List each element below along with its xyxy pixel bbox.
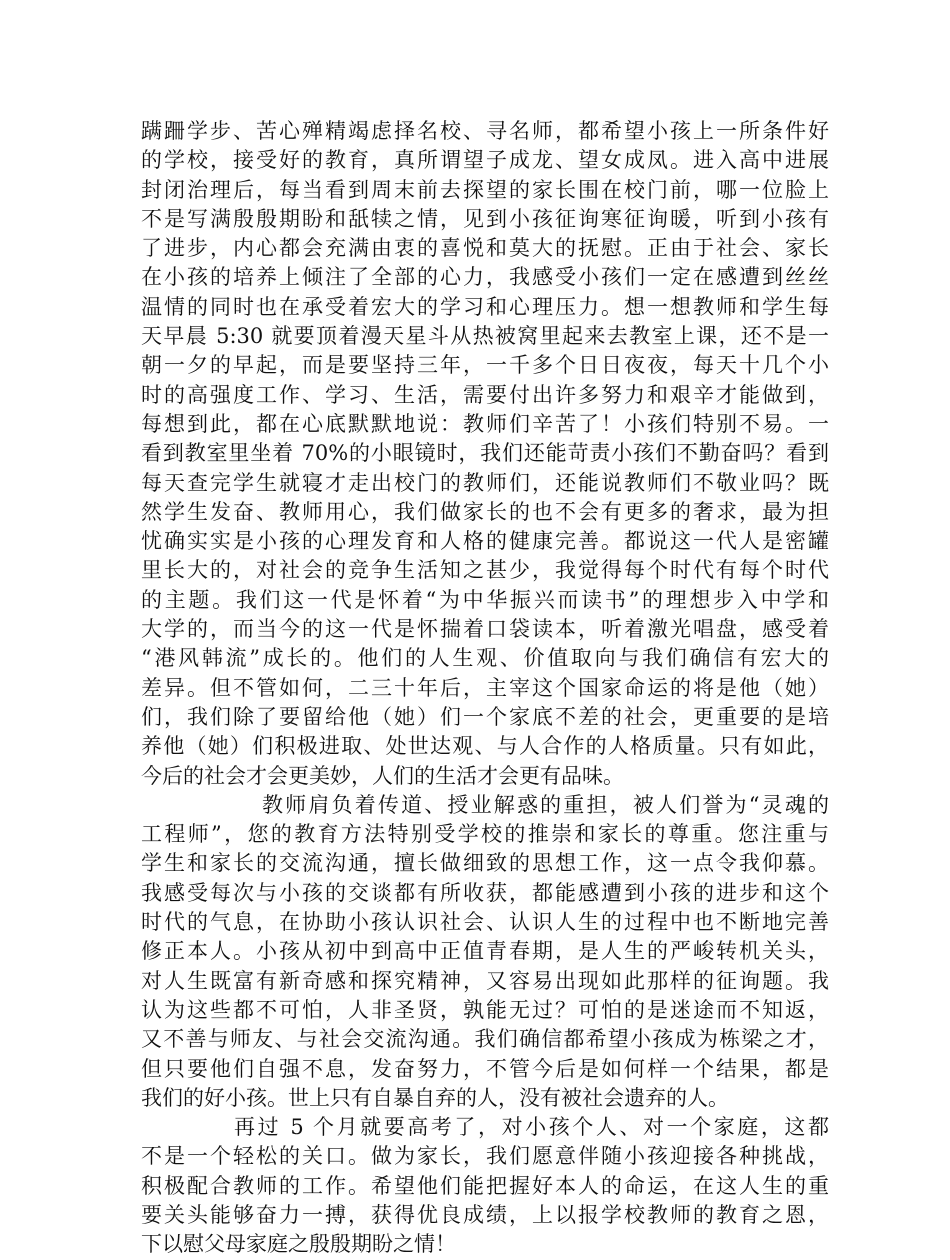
- text-line: 温情的同时也在承受着宏大的学习和心理压力。想一想教师和学生每: [141, 294, 829, 319]
- text-line: 们，我们除了要留给他（她）们一个家底不差的社会，更重要的是培: [141, 704, 829, 729]
- text-line: 朝一夕的早起，而是要坚持三年，一千多个日日夜夜，每天十几个小: [141, 353, 829, 378]
- text-line: 我们的好小孩。世上只有自暴自弃的人，没有被社会遗弃的人。: [141, 1085, 729, 1110]
- text-line: 不是一个轻松的关口。做为家长，我们愿意伴随小孩迎接各种挑战，: [141, 1144, 829, 1169]
- text-line: 时的高强度工作、学习、生活，需要付出许多努力和艰辛才能做到，: [141, 382, 829, 407]
- text-line: 蹒跚学步、苦心殚精竭虑择名校、寻名师，都希望小孩上一所条件好: [141, 119, 829, 143]
- text-line: 认为这些都不可怕，人非圣贤，孰能无过？可怕的是迷途而不知返，: [141, 997, 829, 1022]
- text-line: 每天查完学生就寝才走出校门的教师们，还能说教师们不敬业吗？既: [141, 470, 829, 495]
- text-line: 工程师”，您的教育方法特别受学校的推崇和家长的尊重。您注重与: [141, 822, 829, 847]
- text-line: 天早晨 5:30 就要顶着漫天星斗从热被窝里起来去教室上课，还不是一: [141, 324, 829, 349]
- text-line: “港风韩流”成长的。他们的人生观、价值取向与我们确信有宏大的: [141, 646, 829, 671]
- text-line: 养他（她）们积极进取、处世达观、与人合作的人格质量。只有如此，: [141, 734, 829, 759]
- text-line: 在小孩的培养上倾注了全部的心力，我感受小孩们一定在感遭到丝丝: [141, 265, 829, 290]
- document-body: [141, 117, 829, 1260]
- text-line: 的学校，接受好的教育，真所谓望子成龙、望女成凤。进入高中进展: [141, 148, 829, 173]
- text-line: 时代的气息，在协助小孩认识社会、认识人生的过程中也不断地完善: [141, 910, 829, 935]
- text-line: 再过 5 个月就要高考了，对小孩个人、对一个家庭，这都: [234, 1115, 829, 1140]
- text-line: 看到教室里坐着 70%的小眼镜时，我们还能苛责小孩们不勤奋吗？看到: [141, 441, 829, 466]
- text-line: 忧确实实是小孩的心理发育和人格的健康完善。都说这一代人是密罐: [141, 529, 829, 554]
- text-line: 差异。但不管如何，二三十年后，主宰这个国家命运的将是他（她）: [141, 675, 829, 700]
- text-line: 封闭治理后，每当看到周末前去探望的家长围在校门前，哪一位脸上: [141, 177, 829, 202]
- paragraph-1: [141, 117, 829, 791]
- paragraph-3: [141, 1113, 829, 1259]
- text-line: 不是写满殷殷期盼和舐犊之情，见到小孩征询寒征询暖，听到小孩有: [141, 206, 829, 231]
- text-line: 我感受每次与小孩的交谈都有所收获，都能感遭到小孩的进步和这个: [141, 880, 829, 905]
- text-line: 下以慰父母家庭之殷殷期盼之情！: [141, 1232, 456, 1257]
- text-line: 然学生发奋、教师用心，我们做家长的也不会有更多的奢求，最为担: [141, 499, 829, 524]
- text-line: 今后的社会才会更美妙，人们的生活才会更有品味。: [141, 763, 624, 788]
- text-line: 每想到此，都在心底默默地说：教师们辛苦了！小孩们特别不易。一: [141, 411, 829, 436]
- text-line: 的主题。我们这一代是怀着“为中华振兴而读书”的理想步入中学和: [141, 587, 829, 612]
- text-line: 教师肩负着传道、授业解惑的重担，被人们誉为“灵魂的: [262, 792, 829, 817]
- text-line: 又不善与师友、与社会交流沟通。我们确信都希望小孩成为栋梁之才，: [141, 1027, 829, 1052]
- text-line: 修正本人。小孩从初中到高中正值青春期，是人生的严峻转机关头，: [141, 939, 829, 964]
- text-line: 里长大的，对社会的竞争生活知之甚少，我觉得每个时代有每个时代: [141, 558, 829, 583]
- text-line: 要关头能够奋力一搏，获得优良成绩，上以报学校教师的教育之恩，: [141, 1202, 829, 1227]
- text-line: 积极配合教师的工作。希望他们能把握好本人的命运，在这人生的重: [141, 1173, 829, 1198]
- text-line: 对人生既富有新奇感和探究精神，又容易出现如此那样的征询题。我: [141, 968, 829, 993]
- text-line: 学生和家长的交流沟通，擅长做细致的思想工作，这一点令我仰慕。: [141, 851, 829, 876]
- text-line: 大学的，而当今的这一代是怀揣着口袋读本，听着激光唱盘，感受着: [141, 617, 829, 642]
- text-line: 了进步，内心都会充满由衷的喜悦和莫大的抚慰。正由于社会、家长: [141, 236, 829, 261]
- paragraph-2: [141, 791, 829, 1113]
- text-line: 但只要他们自强不息，发奋努力，不管今后是如何样一个结果，都是: [141, 1056, 829, 1081]
